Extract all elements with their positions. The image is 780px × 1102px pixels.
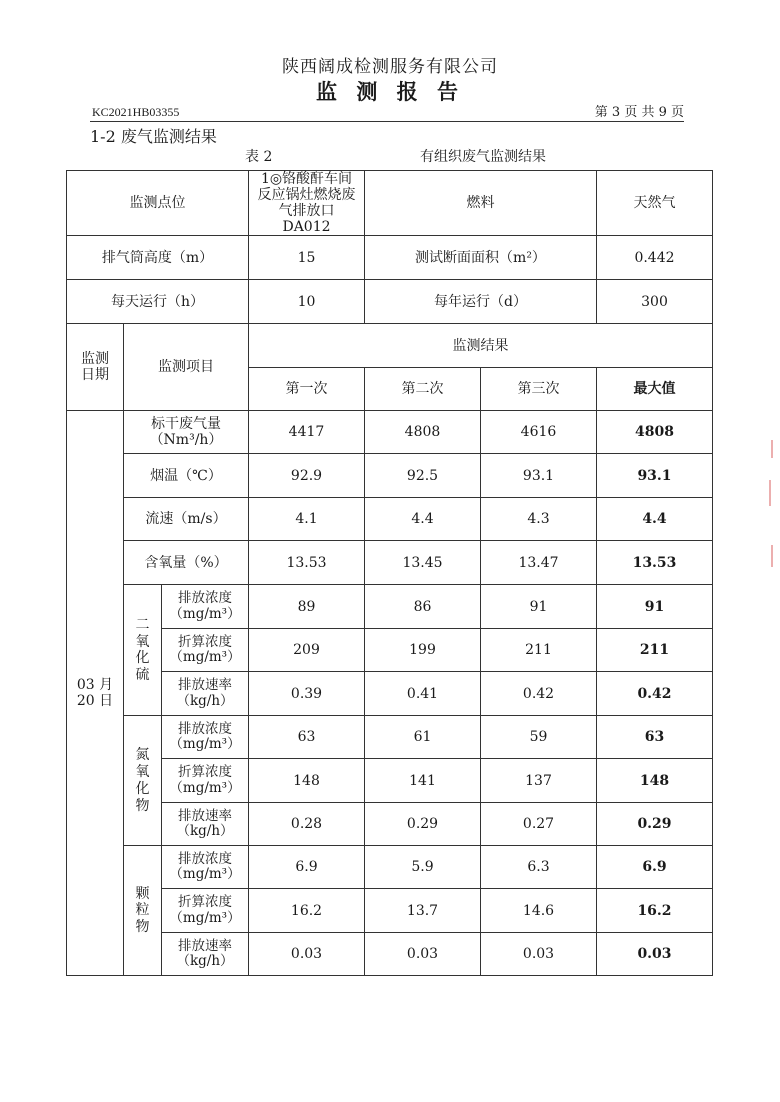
table-row [67,759,713,803]
max-cell: 0.42 [597,672,713,716]
table-row [67,411,713,454]
value-cell: 13.45 [365,541,481,585]
value-cell: 0.27 [481,803,597,846]
value-cell: 4808 [365,411,481,454]
max-cell: 4808 [597,411,713,454]
sub-item-label: 排放速率（kg/h） [162,803,249,846]
value-cell: 92.9 [249,454,365,498]
value-cell: 14.6 [481,889,597,933]
max-cell: 63 [597,716,713,759]
item-header: 监测项目 [124,324,249,411]
fuel-value: 天然气 [597,171,713,236]
sub-item-label: 排放速率（kg/h） [162,672,249,716]
page-number: 第 3 页 共 9 页 [594,105,684,120]
date-header: 监测日期 [67,324,124,411]
header-rule [90,121,684,122]
section-title: 1-2 废气监测结果 [90,127,217,146]
company-name: 陕西阔成检测服务有限公司 [282,57,498,77]
stack-label: 排气筒高度（m） [67,236,249,280]
date-cell: 03 月 20 日 [67,411,124,976]
max-cell: 93.1 [597,454,713,498]
sub-item-label: 排放浓度（mg/m³） [162,716,249,759]
yearly-label: 每年运行（d） [365,280,597,324]
sub-item-label: 排放速率（kg/h） [162,933,249,976]
table-row [67,541,713,585]
table-number: 表 2 [245,149,273,165]
value-cell: 137 [481,759,597,803]
table-row [67,803,713,846]
max-cell: 4.4 [597,498,713,541]
max-cell: 0.29 [597,803,713,846]
second-header: 第二次 [365,368,481,411]
max-cell: 6.9 [597,846,713,889]
max-cell: 13.53 [597,541,713,585]
sub-item-label: 排放浓度（mg/m³） [162,585,249,629]
value-cell: 4.3 [481,498,597,541]
fuel-label: 燃料 [365,171,597,236]
value-cell: 0.39 [249,672,365,716]
item-label: 烟温（℃） [124,454,249,498]
table-row [67,716,713,759]
value-cell: 89 [249,585,365,629]
scan-mark [771,440,773,458]
report-number: KC2021HB03355 [92,105,180,119]
area-value: 0.442 [597,236,713,280]
table-row [67,889,713,933]
value-cell: 59 [481,716,597,759]
scan-mark [771,545,773,567]
table-row [67,672,713,716]
value-cell: 13.7 [365,889,481,933]
value-cell: 6.9 [249,846,365,889]
daily-value: 10 [249,280,365,324]
max-header: 最大值 [597,368,713,411]
value-cell: 92.5 [365,454,481,498]
value-cell: 13.53 [249,541,365,585]
value-cell: 0.03 [481,933,597,976]
sub-item-label: 折算浓度（mg/m³） [162,889,249,933]
area-label: 测试断面面积（m²） [365,236,597,280]
first-header: 第一次 [249,368,365,411]
sub-item-label: 排放浓度（mg/m³） [162,846,249,889]
third-header: 第三次 [481,368,597,411]
max-cell: 148 [597,759,713,803]
yearly-value: 300 [597,280,713,324]
value-cell: 0.42 [481,672,597,716]
pollutant-name: 氮氧化物 [124,716,162,846]
value-cell: 0.29 [365,803,481,846]
head-row-1 [67,324,713,368]
point-value: 1◎铬酸酐车间反应锅灶燃烧废气排放口 DA012 [249,171,365,236]
value-cell: 0.03 [249,933,365,976]
info-row-runtime [67,280,713,324]
max-cell: 0.03 [597,933,713,976]
value-cell: 16.2 [249,889,365,933]
value-cell: 93.1 [481,454,597,498]
value-cell: 91 [481,585,597,629]
pollutant-name: 颗粒物 [124,846,162,976]
table-row [67,933,713,976]
value-cell: 211 [481,629,597,672]
table-row [67,454,713,498]
value-cell: 199 [365,629,481,672]
value-cell: 6.3 [481,846,597,889]
value-cell: 86 [365,585,481,629]
info-row-point [67,171,713,236]
value-cell: 148 [249,759,365,803]
table-row [67,629,713,672]
table-row [67,585,713,629]
item-label: 流速（m/s） [124,498,249,541]
item-label: 含氧量（%） [124,541,249,585]
value-cell: 0.41 [365,672,481,716]
daily-label: 每天运行（h） [67,280,249,324]
value-cell: 13.47 [481,541,597,585]
table-row [67,498,713,541]
max-cell: 91 [597,585,713,629]
value-cell: 4616 [481,411,597,454]
stack-value: 15 [249,236,365,280]
value-cell: 0.28 [249,803,365,846]
max-cell: 211 [597,629,713,672]
point-label: 监测点位 [67,171,249,236]
value-cell: 141 [365,759,481,803]
table-title: 有组织废气监测结果 [420,149,546,165]
sub-item-label: 折算浓度（mg/m³） [162,759,249,803]
value-cell: 63 [249,716,365,759]
value-cell: 5.9 [365,846,481,889]
info-row-stack [67,236,713,280]
max-cell: 16.2 [597,889,713,933]
value-cell: 209 [249,629,365,672]
pollutant-name: 二氧化硫 [124,585,162,716]
value-cell: 4.1 [249,498,365,541]
result-header: 监测结果 [249,324,713,368]
item-label: 标干废气量（Nm³/h） [124,411,249,454]
report-title: 监 测 报 告 [316,79,464,104]
value-cell: 4.4 [365,498,481,541]
sub-item-label: 折算浓度（mg/m³） [162,629,249,672]
table-row [67,846,713,889]
monitoring-table [66,170,713,976]
value-cell: 61 [365,716,481,759]
value-cell: 4417 [249,411,365,454]
scan-mark [769,480,771,506]
value-cell: 0.03 [365,933,481,976]
